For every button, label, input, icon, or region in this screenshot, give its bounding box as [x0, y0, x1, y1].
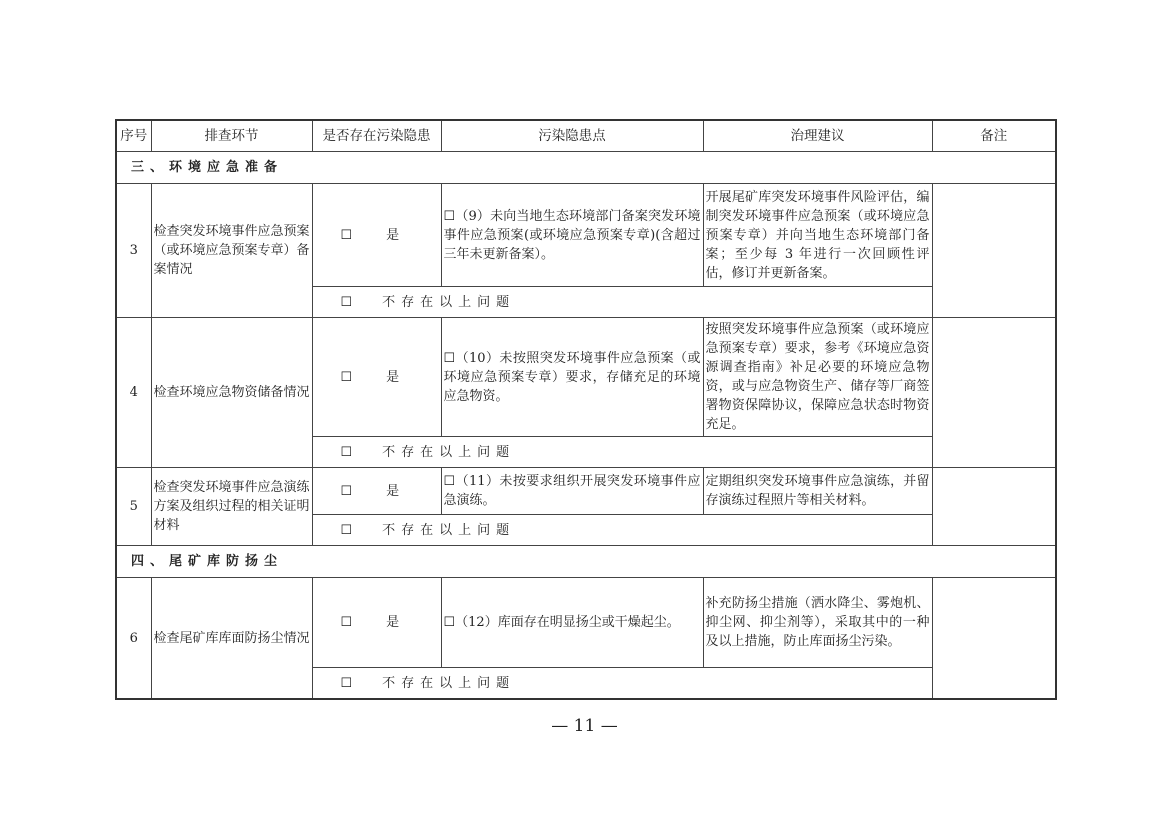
no-label: 不存在以上问题 — [382, 294, 516, 310]
table-row — [116, 468, 1056, 515]
no-option[interactable] — [312, 287, 932, 318]
yes-label: 是 — [386, 227, 400, 243]
header-remark: 备注 — [932, 120, 1056, 152]
item-number: 5 — [116, 468, 151, 546]
item-hazard: ☐（10）未按照突发环境事件应急预案（或环境应急预案专章）要求，存储充足的环境应急物资。 — [441, 318, 703, 437]
item-advice: 按照突发环境事件应急预案（或环境应急预案专章）要求，参考《环境应急资源调查指南》补足必要的环境应急物资，或与应急物资生产、储存等厂商签署物资保障协议，保障应急状态时物资充足。 — [703, 318, 932, 437]
page-number: — 11 — — [551, 716, 618, 736]
item-remark[interactable] — [932, 184, 1056, 318]
no-option[interactable] — [312, 515, 932, 546]
item-check: 检查尾矿库库面防扬尘情况 — [151, 578, 312, 700]
no-label: 不存在以上问题 — [382, 522, 516, 538]
table-row — [116, 184, 1056, 287]
yes-label: 是 — [386, 369, 400, 385]
yes-label: 是 — [386, 483, 400, 499]
no-label: 不存在以上问题 — [382, 444, 516, 460]
item-remark[interactable] — [932, 468, 1056, 546]
checkbox[interactable]: ☐ — [340, 483, 353, 499]
no-option[interactable] — [312, 437, 932, 468]
table-row — [116, 578, 1056, 668]
checkbox[interactable]: ☐ — [340, 369, 353, 385]
item-check: 检查环境应急物资储备情况 — [151, 318, 312, 468]
item-hazard: ☐（9）未向当地生态环境部门备案突发环境事件应急预案(或环境应急预案专章)(含超过三年未更新备案）。 — [441, 184, 703, 287]
header-advice: 治理建议 — [703, 120, 932, 152]
checkbox[interactable]: ☐ — [340, 294, 353, 310]
checkbox[interactable]: ☐ — [340, 615, 353, 630]
item-hazard: ☐（12）库面存在明显扬尘或干燥起尘。 — [441, 578, 703, 668]
header-hazard: 污染隐患点 — [441, 120, 703, 152]
item-remark[interactable] — [932, 318, 1056, 468]
item-number: 3 — [116, 184, 151, 318]
yes-label: 是 — [386, 615, 400, 630]
checkbox[interactable]: ☐ — [340, 444, 353, 460]
item-advice: 定期组织突发环境事件应急演练，并留存演练过程照片等相关材料。 — [703, 468, 932, 515]
header-check: 排查环节 — [151, 120, 312, 152]
yes-option[interactable] — [312, 578, 441, 668]
section-title: 三、环境应急准备 — [116, 152, 1056, 184]
item-check: 检查突发环境事件应急预案（或环境应急预案专章）备案情况 — [151, 184, 312, 318]
checkbox[interactable]: ☐ — [340, 227, 353, 243]
table-row — [116, 318, 1056, 437]
section-title: 四、尾矿库防扬尘 — [116, 546, 1056, 578]
header-no: 序号 — [116, 120, 151, 152]
checkbox[interactable]: ☐ — [340, 675, 353, 691]
item-hazard: ☐（11）未按要求组织开展突发环境事件应急演练。 — [441, 468, 703, 515]
item-advice: 开展尾矿库突发环境事件风险评估，编制突发环境事件应急预案（或环境应急预案专章）并向当地生态环境部门备案；至少每 3 年进行一次回顾性评估，修订并更新备案。 — [703, 184, 932, 287]
yes-option[interactable] — [312, 468, 441, 515]
item-remark[interactable] — [932, 578, 1056, 700]
item-check: 检查突发环境事件应急演练方案及组织过程的相关证明材料 — [151, 468, 312, 546]
no-label: 不存在以上问题 — [382, 675, 516, 691]
inspection-table — [115, 119, 1057, 700]
item-number: 6 — [116, 578, 151, 700]
no-option[interactable] — [312, 668, 932, 700]
header-exists: 是否存在污染隐患 — [312, 120, 441, 152]
yes-option[interactable] — [312, 318, 441, 437]
item-number: 4 — [116, 318, 151, 468]
header-row — [116, 120, 1056, 152]
checkbox[interactable]: ☐ — [340, 522, 353, 538]
item-advice: 补充防扬尘措施（洒水降尘、雾炮机、抑尘网、抑尘剂等），采取其中的一种及以上措施，防止库面扬尘污染。 — [703, 578, 932, 668]
yes-option[interactable] — [312, 184, 441, 287]
